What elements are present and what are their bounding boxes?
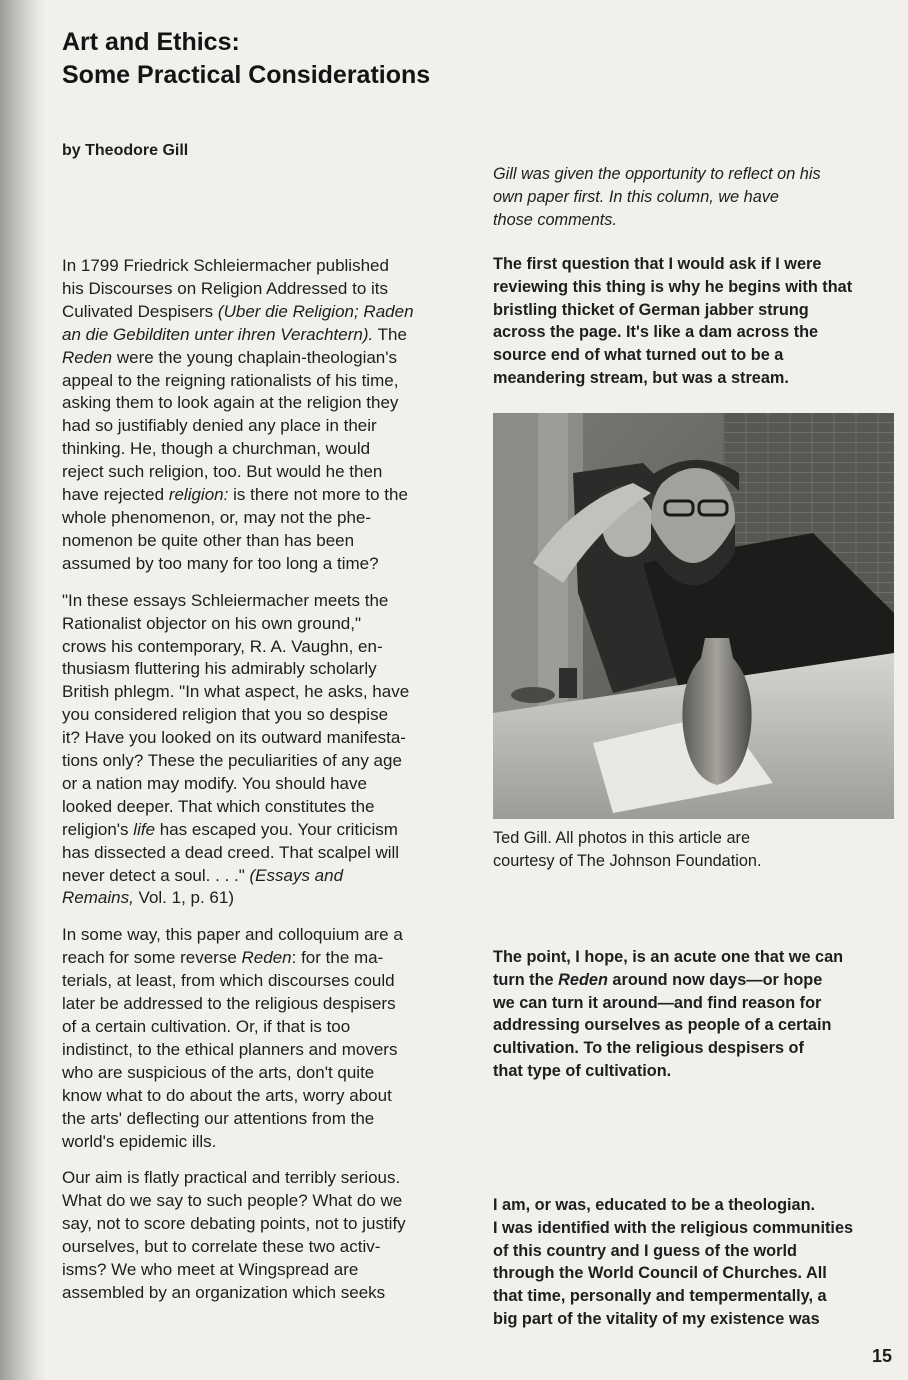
text-line: assumed by too many for too long a time? bbox=[62, 553, 379, 573]
photo-glass bbox=[559, 668, 577, 698]
text-line bbox=[62, 819, 467, 842]
photo-ted-gill bbox=[493, 413, 894, 819]
text-line: his Discourses on Religion Addressed to its bbox=[62, 278, 388, 298]
text-line: What do we say to such people? What do we bbox=[62, 1191, 403, 1211]
text-line: that time, personally and tempermentally, a bbox=[493, 1287, 827, 1306]
text-line: asking them to look again at the religion they bbox=[62, 393, 399, 413]
text-line: British phlegm. "In what aspect, he asks, have bbox=[62, 682, 410, 702]
text-line: In some way, this paper and colloquium are a bbox=[62, 925, 403, 945]
text-run: has escaped you. Your criticism bbox=[159, 819, 398, 839]
text-line: courtesy of The Johnson Foundation. bbox=[493, 851, 762, 870]
sidebar-intro bbox=[493, 163, 898, 231]
text-line: cultivation. To the religious despisers of bbox=[493, 1039, 804, 1058]
text-line: reject such religion, too. But would he then bbox=[62, 462, 383, 482]
text-line: those comments. bbox=[493, 210, 617, 229]
text-run: The bbox=[377, 324, 407, 344]
text-line: the arts' deflecting our attentions from the bbox=[62, 1108, 375, 1128]
text-line: I am, or was, educated to be a theologian. bbox=[493, 1196, 816, 1214]
text-line: had so justifiably denied any place in their bbox=[62, 416, 377, 436]
text-line: whole phenomenon, or, may not the phe- bbox=[62, 507, 372, 527]
text-line: appeal to the reigning rationalists of his time, bbox=[62, 370, 399, 390]
text-line: isms? We who meet at Wingspread are bbox=[62, 1260, 359, 1280]
text-line: world's epidemic ills. bbox=[62, 1131, 217, 1151]
text-line: meandering stream, but was a stream. bbox=[493, 368, 789, 387]
text-run: have rejected bbox=[62, 485, 165, 505]
italic-text: (Uber die Religion; Raden bbox=[217, 301, 414, 321]
text-run: is there not more to the bbox=[233, 485, 408, 505]
text-line: Ted Gill. All photos in this article are bbox=[493, 829, 751, 847]
text-line: of this country and I guess of the world bbox=[493, 1241, 797, 1260]
text-line: thusiasm fluttering his admirably scholarly bbox=[62, 659, 377, 679]
text-line bbox=[62, 947, 467, 970]
text-run: : for the ma- bbox=[291, 948, 384, 968]
commentary-2 bbox=[493, 946, 898, 1083]
text-line bbox=[62, 887, 467, 910]
text-run: around now days—or hope bbox=[612, 970, 823, 989]
text-line: I was identified with the religious communities bbox=[493, 1218, 854, 1237]
text-line: big part of the vitality of my existence was bbox=[493, 1309, 820, 1328]
text-line: thinking. He, though a churchman, would bbox=[62, 439, 371, 459]
text-line: addressing ourselves as people of a certain bbox=[493, 1016, 832, 1035]
italic-text: Reden bbox=[241, 948, 292, 968]
text-line: it? Have you looked on its outward manifesta- bbox=[62, 728, 406, 748]
text-line: source end of what turned out to be a bbox=[493, 346, 784, 365]
text-run: Vol. 1, p. 61) bbox=[138, 888, 234, 908]
text-line bbox=[62, 484, 467, 507]
text-line: "In these essays Schleiermacher meets the bbox=[62, 590, 389, 610]
text-line: In 1799 Friedrick Schleiermacher published bbox=[62, 256, 389, 275]
text-line: Rationalist objector on his own ground," bbox=[62, 613, 361, 633]
italic-text: Reden bbox=[558, 970, 608, 989]
italic-text: an die Gebilditen unter ihren Verachtern). bbox=[62, 324, 374, 344]
text-line: Our aim is flatly practical and terribly serious. bbox=[62, 1168, 401, 1188]
page-number: 15 bbox=[872, 1346, 893, 1366]
text-line: The point, I hope, is an acute one that we can bbox=[493, 948, 844, 966]
text-line: has dissected a dead creed. That scalpel will bbox=[62, 842, 400, 862]
paragraph-3 bbox=[62, 924, 467, 1153]
italic-text: (Essays and bbox=[249, 865, 344, 885]
main-column bbox=[62, 255, 467, 1319]
text-line bbox=[62, 324, 467, 347]
text-line: looked deeper. That which constitutes the bbox=[62, 796, 375, 816]
text-run: Culivated Despisers bbox=[62, 301, 214, 321]
text-line: who are suspicious of the arts, don't quite bbox=[62, 1062, 375, 1082]
italic-text: Reden bbox=[62, 347, 113, 367]
text-run: reach for some reverse bbox=[62, 948, 237, 968]
page-binding-shadow bbox=[0, 0, 46, 1380]
commentary-1 bbox=[493, 253, 898, 390]
article-title bbox=[62, 26, 482, 92]
italic-text: religion: bbox=[168, 485, 229, 505]
text-line: you considered religion that you so despise bbox=[62, 705, 389, 725]
text-line: we can turn it around—and find reason for bbox=[493, 993, 822, 1012]
italic-text: life bbox=[133, 819, 156, 839]
text-line bbox=[62, 347, 467, 370]
text-line: reviewing this thing is why he begins with that bbox=[493, 277, 853, 296]
author-byline: by Theodore Gill bbox=[62, 142, 189, 159]
text-line: later be addressed to the religious despisers bbox=[62, 994, 396, 1014]
text-line: crows his contemporary, R. A. Vaughn, en- bbox=[62, 636, 383, 656]
paragraph-2 bbox=[62, 590, 467, 911]
text-run: turn the bbox=[493, 970, 554, 989]
text-line bbox=[62, 301, 467, 324]
text-line: nomenon be quite other than has been bbox=[62, 530, 355, 550]
text-line: say, not to score debating points, not to justify bbox=[62, 1214, 406, 1234]
text-line: terials, at least, from which discourses could bbox=[62, 971, 395, 991]
photo-ashtray bbox=[511, 687, 555, 703]
text-run: were the young chaplain-theologian's bbox=[116, 347, 398, 367]
paragraph-4 bbox=[62, 1167, 467, 1304]
text-line: bristling thicket of German jabber strung bbox=[493, 300, 809, 319]
text-line: or a nation may modify. You should have bbox=[62, 773, 367, 793]
text-run: never detect a soul. . . ." bbox=[62, 865, 245, 885]
text-line: that type of cultivation. bbox=[493, 1061, 672, 1080]
text-line: The first question that I would ask if I were bbox=[493, 255, 822, 273]
title-line-2: Some Practical Considerations bbox=[62, 61, 431, 89]
photo-caption bbox=[493, 827, 898, 873]
text-line: know what to do about the arts, worry about bbox=[62, 1085, 392, 1105]
title-line-1: Art and Ethics: bbox=[62, 28, 240, 56]
text-line: through the World Council of Churches. All bbox=[493, 1264, 827, 1283]
text-line: own paper first. In this column, we have bbox=[493, 187, 779, 206]
text-line: of a certain cultivation. Or, if that is too bbox=[62, 1017, 351, 1036]
italic-text: Remains, bbox=[62, 888, 134, 908]
commentary-3 bbox=[493, 1194, 898, 1331]
text-run: religion's bbox=[62, 819, 129, 839]
text-line: Gill was given the opportunity to reflect on his bbox=[493, 165, 821, 183]
text-line: tions only? These the peculiarities of any age bbox=[62, 751, 402, 771]
text-line: ourselves, but to correlate these two activ- bbox=[62, 1237, 381, 1257]
text-line: indistinct, to the ethical planners and movers bbox=[62, 1039, 398, 1059]
text-line bbox=[62, 865, 467, 888]
text-line: assembled by an organization which seeks bbox=[62, 1282, 386, 1302]
text-line bbox=[493, 969, 898, 992]
paragraph-1 bbox=[62, 255, 467, 576]
text-line: across the page. It's like a dam across the bbox=[493, 323, 819, 342]
photo-illustration bbox=[493, 413, 894, 819]
